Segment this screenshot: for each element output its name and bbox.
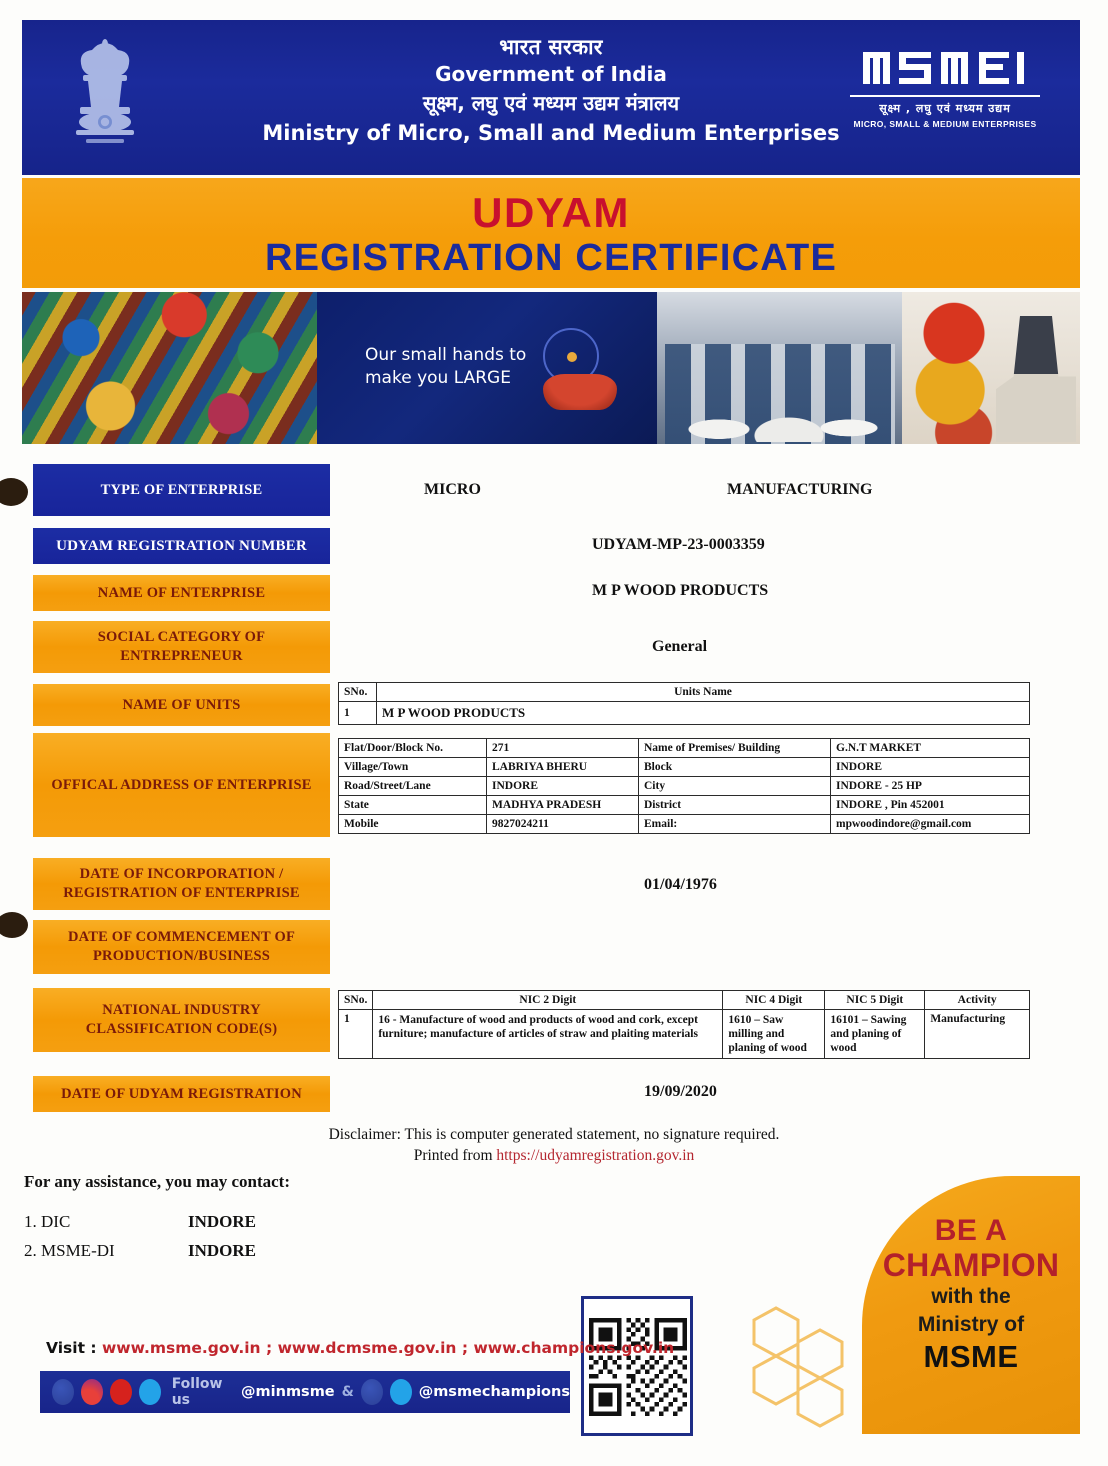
follow-us-label: Follow us (171, 1376, 223, 1408)
scan-punch-mark-top (0, 478, 28, 506)
label-date-of-udyam-registration: DATE OF UDYAM REGISTRATION (33, 1076, 330, 1112)
title-udyam: UDYAM (472, 189, 630, 236)
table-row (339, 739, 1030, 758)
twitter-icon[interactable] (139, 1379, 161, 1405)
assistance-heading: For any assistance, you may contact: (24, 1172, 290, 1191)
label-nic-codes: NATIONAL INDUSTRY CLASSIFICATION CODE(S) (33, 988, 330, 1052)
champion-line-5: MSME (923, 1339, 1019, 1374)
address-key-2: District (639, 796, 831, 815)
address-val-2: INDORE - 25 HP (831, 777, 1030, 796)
nic-cell-2digit: 16 - Manufacture of wood and products of wood and cork, except furniture; manufacture of articles of straw and plaiting materials (373, 1010, 723, 1059)
table-row (339, 702, 1030, 725)
ampersand-separator: & (341, 1384, 354, 1400)
units-table (338, 682, 1030, 725)
nic-col-activity: Activity (925, 991, 1030, 1010)
address-val-1: MADHYA PRADESH (487, 796, 639, 815)
certificate-title-band (22, 178, 1080, 288)
nic-col-5digit: NIC 5 Digit (825, 991, 925, 1010)
label-type-of-enterprise: TYPE OF ENTERPRISE (33, 464, 330, 516)
scan-punch-mark-bottom (0, 912, 28, 938)
social-footer-bar (40, 1371, 570, 1413)
msme-logo-sub-english: MICRO, SMALL & MEDIUM ENTERPRISES (853, 119, 1037, 129)
table-row (339, 815, 1030, 834)
champion-line-3: with the (931, 1285, 1011, 1308)
contact-item-1-place: INDORE (188, 1212, 257, 1231)
table-row (339, 758, 1030, 777)
disclaimer-printed-from: Printed from (413, 1147, 497, 1164)
label-name-of-enterprise: NAME OF ENTERPRISE (33, 575, 330, 611)
address-key-1: Flat/Door/Block No. (339, 739, 487, 758)
address-val-1: 9827024211 (487, 815, 639, 834)
table-row (339, 1010, 1030, 1059)
youtube-icon[interactable] (110, 1379, 132, 1405)
disclaimer-line-2 (0, 1145, 1108, 1166)
nic-col-sno: SNo. (339, 991, 373, 1010)
nic-col-2digit: NIC 2 Digit (373, 991, 723, 1010)
visit-label: Visit : (46, 1339, 102, 1357)
twitter-icon-2[interactable] (390, 1379, 412, 1405)
contact-item-1-name (24, 1212, 70, 1232)
value-name-of-enterprise: M P WOOD PRODUCTS (592, 582, 769, 599)
address-key-2: Name of Premises/ Building (639, 739, 831, 758)
table-row (339, 777, 1030, 796)
value-date-of-incorporation: 01/04/1976 (644, 876, 717, 893)
disclaimer-line-1: Disclaimer: This is computer generated statement, no signature required. (328, 1126, 780, 1143)
banner-hand-icon (543, 374, 617, 410)
address-val-2: G.N.T MARKET (831, 739, 1030, 758)
value-social-category: General (652, 638, 708, 655)
contact-item-1-label: DIC (41, 1212, 71, 1231)
gov-hindi: भारत सरकार (499, 35, 603, 59)
label-name-of-units: NAME OF UNITS (33, 684, 330, 726)
qr-code[interactable] (581, 1296, 693, 1436)
value-udyam-registration-number: UDYAM-MP-23-0003359 (592, 536, 765, 553)
nic-table (338, 990, 1030, 1059)
handle-msmechampions[interactable]: @msmechampions (418, 1384, 570, 1400)
nic-cell-activity: Manufacturing (925, 1010, 1030, 1059)
label-date-of-commencement: DATE OF COMMENCEMENT OF PRODUCTION/BUSINESS (33, 920, 330, 974)
banner-slogan-panel (317, 292, 657, 444)
address-table (338, 738, 1030, 834)
contact-item-1-number: 1. (24, 1212, 37, 1231)
label-date-of-incorporation: DATE OF INCORPORATION / REGISTRATION OF ENTERPRISE (33, 858, 330, 910)
banner-photo-workshop (902, 292, 1080, 444)
facebook-icon-2[interactable] (361, 1379, 383, 1405)
champion-line-4: Ministry of (917, 1313, 1025, 1336)
handle-minmsme[interactable]: @minmsme (241, 1384, 335, 1400)
address-key-1: State (339, 796, 487, 815)
udyam-portal-link[interactable]: https://udyamregistration.gov.in (496, 1147, 695, 1164)
contact-item-2-number: 2. (24, 1241, 37, 1260)
nic-cell-sno: 1 (339, 1010, 373, 1059)
be-a-champion-badge (862, 1176, 1080, 1434)
nic-table-header-row (339, 991, 1030, 1010)
address-val-1: LABRIYA BHERU (487, 758, 639, 777)
address-val-1: 271 (487, 739, 639, 758)
units-col-name: Units Name (377, 683, 1030, 702)
certificate-header (22, 20, 1080, 175)
address-key-2: Block (639, 758, 831, 777)
title-registration-certificate: REGISTRATION CERTIFICATE (264, 237, 838, 279)
address-val-2: mpwoodindore@gmail.com (831, 815, 1030, 834)
address-key-1: Road/Street/Lane (339, 777, 487, 796)
label-social-category: SOCIAL CATEGORY OF ENTREPRENEUR (33, 621, 330, 673)
photo-banner (22, 292, 1080, 444)
address-key-1: Village/Town (339, 758, 487, 777)
value-enterprise-size: MICRO (424, 481, 481, 498)
champion-line-1: BE A (934, 1214, 1008, 1247)
hexagon-decoration-icon (746, 1300, 876, 1430)
contact-item-2-label: MSME-DI (41, 1241, 115, 1260)
msme-logo-sub-hindi: सूक्ष्म , लघु एवं मध्यम उद्यम (850, 95, 1040, 116)
label-udyam-registration-number: UDYAM REGISTRATION NUMBER (33, 528, 330, 564)
address-val-2: INDORE (831, 758, 1030, 777)
address-val-2: INDORE , Pin 452001 (831, 796, 1030, 815)
value-enterprise-activity: MANUFACTURING (727, 481, 873, 498)
units-cell-sno: 1 (339, 702, 377, 725)
units-col-sno: SNo. (339, 683, 377, 702)
address-key-2: City (639, 777, 831, 796)
address-val-1: INDORE (487, 777, 639, 796)
banner-slogan (365, 344, 526, 390)
nic-cell-4digit: 1610 – Saw milling and planing of wood (723, 1010, 825, 1059)
disclaimer (0, 1124, 1108, 1166)
banner-photo-handicraft (22, 292, 317, 444)
ministry-hindi: सूक्ष्म, लघु एवं मध्यम उद्यम मंत्रालय (422, 91, 680, 115)
facebook-icon[interactable] (52, 1379, 74, 1405)
ministry-english: Ministry of Micro, Small and Medium Enterprises (262, 121, 840, 145)
table-row (339, 796, 1030, 815)
contact-item-2-place: INDORE (188, 1241, 257, 1260)
visit-urls[interactable]: www.msme.gov.in ; www.dcmsme.gov.in ; www.champions.gov.in (101, 1339, 675, 1357)
msme-logo-mark-icon (850, 46, 1040, 90)
units-cell-name: M P WOOD PRODUCTS (377, 702, 1030, 725)
visit-line (46, 1339, 674, 1357)
value-date-of-udyam-registration: 19/09/2020 (644, 1083, 717, 1100)
banner-slogan-line1: Our small hands to (365, 345, 527, 365)
gov-english: Government of India (435, 62, 667, 86)
banner-slogan-line2: make you LARGE (365, 368, 511, 388)
nic-cell-5digit: 16101 – Sawing and planing of wood (825, 1010, 925, 1059)
address-key-2: Email: (639, 815, 831, 834)
address-key-1: Mobile (339, 815, 487, 834)
nic-col-4digit: NIC 4 Digit (723, 991, 825, 1010)
banner-photo-office (657, 292, 902, 444)
units-table-header-row (339, 683, 1030, 702)
label-official-address: OFFICAL ADDRESS OF ENTERPRISE (33, 733, 330, 837)
contact-item-2-name (24, 1241, 115, 1261)
instagram-icon[interactable] (81, 1379, 103, 1405)
champion-line-2: CHAMPION (882, 1247, 1060, 1283)
msme-logo (850, 46, 1040, 129)
